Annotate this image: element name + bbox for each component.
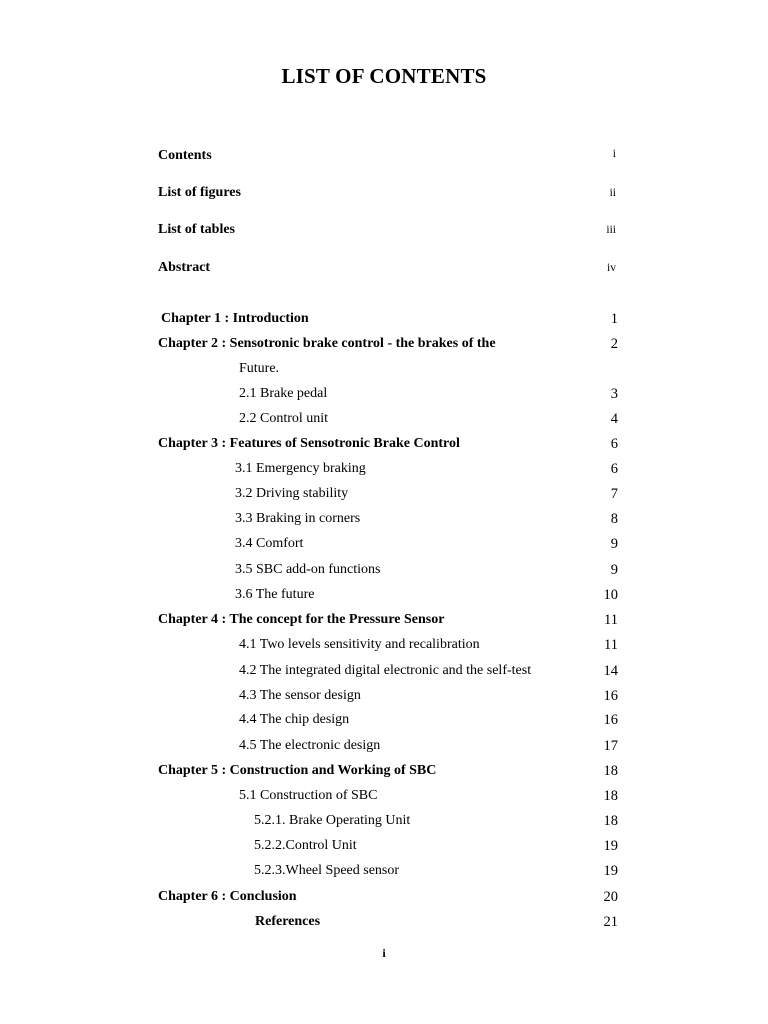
toc-label: List of tables (158, 222, 235, 237)
toc-label: Chapter 6 : Conclusion (158, 889, 297, 904)
toc-row-section-4-5 (0, 735, 768, 757)
page-title: LIST OF CONTENTS (281, 64, 487, 88)
toc-row-section-2-2 (0, 408, 768, 430)
toc-row-section-4-2 (0, 660, 768, 682)
toc-row-contents (0, 145, 768, 167)
toc-row-section-3-3 (0, 508, 768, 530)
toc-page-number: 11 (604, 637, 618, 653)
toc-row-section-3-2 (0, 483, 768, 505)
toc-page-number: 7 (610, 486, 618, 502)
toc-page-number: 11 (604, 612, 618, 628)
toc-row-section-2-1 (0, 383, 768, 405)
toc-page-number: 2 (610, 336, 618, 352)
toc-label: 3.4 Comfort (235, 536, 304, 551)
toc-label: 3.5 SBC add-on functions (235, 562, 381, 577)
toc-page-number: 8 (610, 511, 618, 527)
toc-row-section-4-3 (0, 685, 768, 707)
toc-row-list-of-tables (0, 219, 768, 241)
toc-page-number: 19 (603, 838, 618, 854)
page-footer-number: i (382, 946, 386, 960)
toc-page-number: 9 (610, 536, 618, 552)
toc-page-number: 17 (603, 738, 618, 754)
toc-page-number: 10 (603, 587, 618, 603)
toc-page-number: iii (606, 224, 616, 236)
toc-label: 5.2.2.Control Unit (254, 838, 357, 853)
toc-label: 3.3 Braking in corners (235, 511, 361, 526)
toc-label: Chapter 4 : The concept for the Pressure Sensor (158, 612, 445, 627)
toc-page-number: ii (609, 187, 616, 199)
toc-row-section-5-2-1 (0, 810, 768, 832)
toc-label: 3.6 The future (235, 587, 315, 602)
toc-page-number: 6 (610, 436, 618, 452)
toc-page-number: 21 (603, 914, 618, 930)
toc-page-number: 3 (610, 386, 618, 402)
toc-page-number: 16 (603, 712, 618, 728)
toc-label: 4.1 Two levels sensitivity and recalibration (239, 637, 480, 652)
toc-label: Abstract (158, 260, 211, 275)
toc-row-list-of-figures (0, 182, 768, 204)
toc-label: 4.3 The sensor design (239, 688, 361, 703)
toc-row-chapter-4 (0, 609, 768, 631)
toc-label: References (255, 914, 321, 929)
toc-label: Chapter 1 : Introduction (161, 311, 309, 326)
toc-page-number: iv (607, 262, 616, 274)
toc-label: 5.1 Construction of SBC (239, 788, 378, 803)
toc-label: Chapter 3 : Features of Sensotronic Brake Control (158, 436, 460, 451)
toc-label: 3.1 Emergency braking (235, 461, 366, 476)
toc-page-number: i (612, 148, 616, 160)
toc-row-section-4-4 (0, 709, 768, 731)
toc-row-section-4-1 (0, 634, 768, 656)
toc-row-section-5-2-3 (0, 860, 768, 882)
toc-label: 3.2 Driving stability (235, 486, 349, 501)
toc-row-chapter-2-continued (0, 358, 768, 380)
toc-label: 2.1 Brake pedal (239, 386, 328, 401)
toc-row-references (0, 911, 768, 933)
toc-label: Contents (158, 148, 212, 163)
toc-page-number: 4 (610, 411, 618, 427)
toc-label: 4.2 The integrated digital electronic and the self-test (239, 663, 532, 678)
toc-row-section-3-4 (0, 533, 768, 555)
toc-row-section-3-6 (0, 584, 768, 606)
toc-row-section-5-2-2 (0, 835, 768, 857)
toc-label: 2.2 Control unit (239, 411, 329, 426)
toc-row-section-5-1 (0, 785, 768, 807)
toc-row-section-3-1 (0, 458, 768, 480)
toc-label: 5.2.1. Brake Operating Unit (254, 813, 411, 828)
toc-label: List of figures (158, 185, 241, 200)
toc-label: Chapter 5 : Construction and Working of SBC (158, 763, 437, 778)
toc-page-number: 18 (603, 763, 618, 779)
toc-page-number: 16 (603, 688, 618, 704)
toc-page-number: 20 (603, 889, 618, 905)
toc-label: Future. (239, 361, 280, 376)
toc-label: Chapter 2 : Sensotronic brake control - the brakes of the (158, 336, 496, 351)
toc-row-section-3-5 (0, 559, 768, 581)
toc-page-number: 1 (610, 311, 618, 327)
toc-label: 5.2.3.Wheel Speed sensor (254, 863, 400, 878)
toc-label: 4.5 The electronic design (239, 738, 381, 753)
toc-page-number: 18 (603, 813, 618, 829)
toc-row-chapter-5 (0, 760, 768, 782)
toc-row-chapter-1 (0, 308, 768, 330)
toc-row-chapter-6 (0, 886, 768, 908)
toc-page-number: 9 (610, 562, 618, 578)
toc-label: 4.4 The chip design (239, 712, 350, 727)
toc-page-number: 6 (610, 461, 618, 477)
toc-page-number: 14 (603, 663, 618, 679)
toc-page-number: 19 (603, 863, 618, 879)
toc-page-number: 18 (603, 788, 618, 804)
toc-row-chapter-3 (0, 433, 768, 455)
toc-row-abstract (0, 257, 768, 279)
toc-row-chapter-2 (0, 333, 768, 355)
